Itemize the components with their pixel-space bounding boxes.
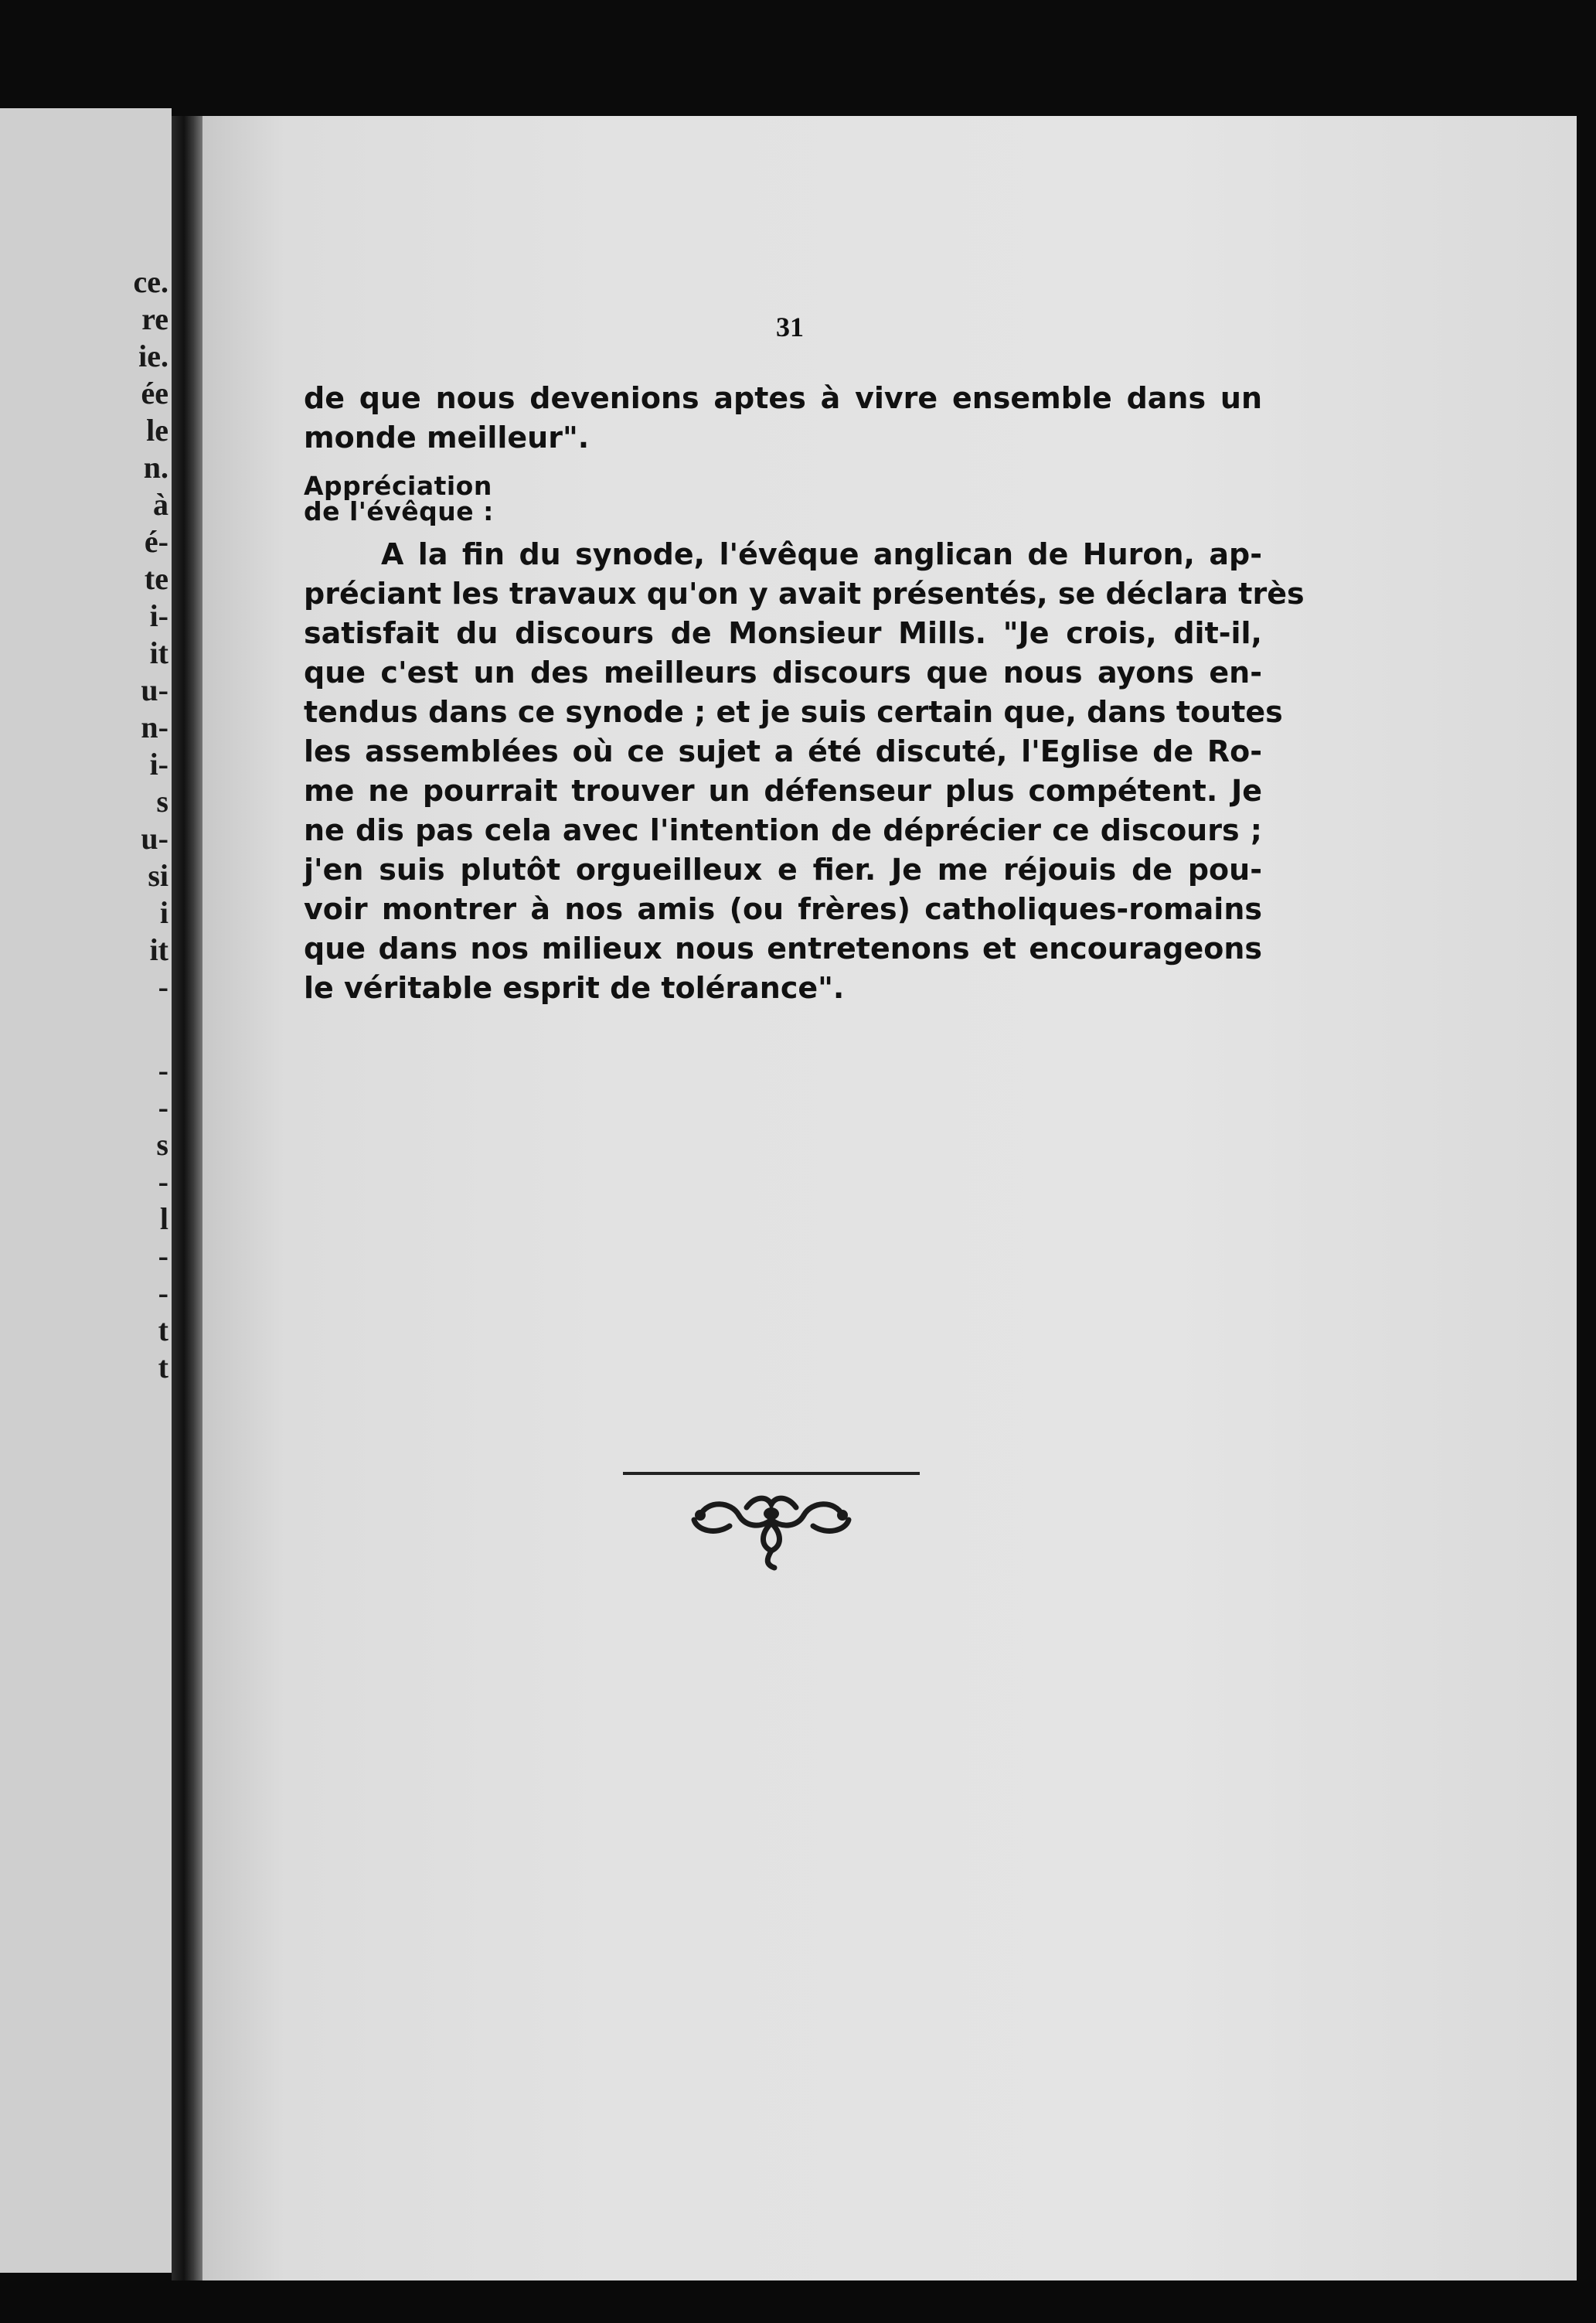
left-page-fragment: é- [144,524,168,559]
left-page-fragment: ce. [133,264,168,299]
left-page-fragment: s [156,784,168,819]
left-page-fragment: n. [143,450,168,485]
left-page-fragment: i [159,895,168,930]
text-line: ne dis pas cela avec l'intention de déprécier ce discours ; [304,813,1262,847]
text-line: satisfait du discours de Monsieur Mills. "Je crois, dit-il, [304,616,1262,650]
text-line: les assemblées où ce sujet a été discuté, l'Eglise de Ro- [304,734,1262,768]
text-line: que c'est un des meilleurs discours que nous ayons en- [304,656,1262,690]
left-page-fragment: ie. [138,339,168,373]
left-page-fragment: i- [149,598,168,633]
body-paragraph [304,535,1305,1008]
left-page-fragment: - [158,969,168,1004]
left-page-fragment: - [158,1053,168,1088]
page-number: 31 [776,312,804,342]
left-page-fragment: te [144,561,168,596]
left-page-fragment: - [158,1090,168,1125]
text-line: voir montrer à nos amis (ou frères) catholiques-romains [304,892,1262,926]
heading-line-2: de l'évêque : [304,496,494,526]
text-line: me ne pourrait trouver un défenseur plus compétent. Je [304,774,1262,808]
left-page-fragment: it [149,932,168,967]
left-page-fragment: ée [141,376,168,410]
left-page-fragment: u- [141,821,168,856]
left-page-fragment: - [158,1238,168,1273]
left-page-fragment: n- [141,710,168,744]
section-heading [304,473,1262,524]
left-page-fragment: re [141,301,168,336]
fleuron-ornament-icon [623,1469,920,1577]
left-page-fragment: à [153,487,168,522]
text-line: que dans nos milieux nous entretenons et encourageons [304,932,1262,966]
heading-line-1: Appréciation [304,471,492,501]
left-page-fragment: u- [141,673,168,707]
left-page-fragment: - [158,1164,168,1199]
page-text [304,379,1305,1008]
opening-paragraph [304,379,1262,458]
left-page-fragment: t [158,1313,168,1347]
left-page-fragment: - [158,1276,168,1310]
left-page-fragment: l [159,1201,168,1236]
text-line: de que nous devenions aptes à vivre ensemble dans un [304,381,1262,415]
left-page-fragment: i- [149,747,168,782]
left-page-fragment: le [146,413,168,448]
book-gutter [172,116,202,2280]
left-page-edge [0,108,172,2273]
text-line: j'en suis plutôt orgueilleux e fier. Je me réjouis de pou- [304,853,1262,887]
left-page-fragment: s [156,1127,168,1162]
left-page-fragment: t [158,1350,168,1385]
text-line: tendus dans ce synode ; et je suis certain que, dans toutes [304,695,1283,729]
left-page-fragment: it [149,635,168,670]
text-line: préciant les travaux qu'on y avait présentés, se déclara très [304,577,1305,611]
text-line: le véritable esprit de tolérance". [304,971,845,1005]
left-page-fragment: si [148,858,168,893]
scan-bottom-border [0,2280,1596,2323]
text-line: A la fin du synode, l'évêque anglican de Huron, ap- [381,537,1262,571]
text-line: monde meilleur". [304,421,590,455]
